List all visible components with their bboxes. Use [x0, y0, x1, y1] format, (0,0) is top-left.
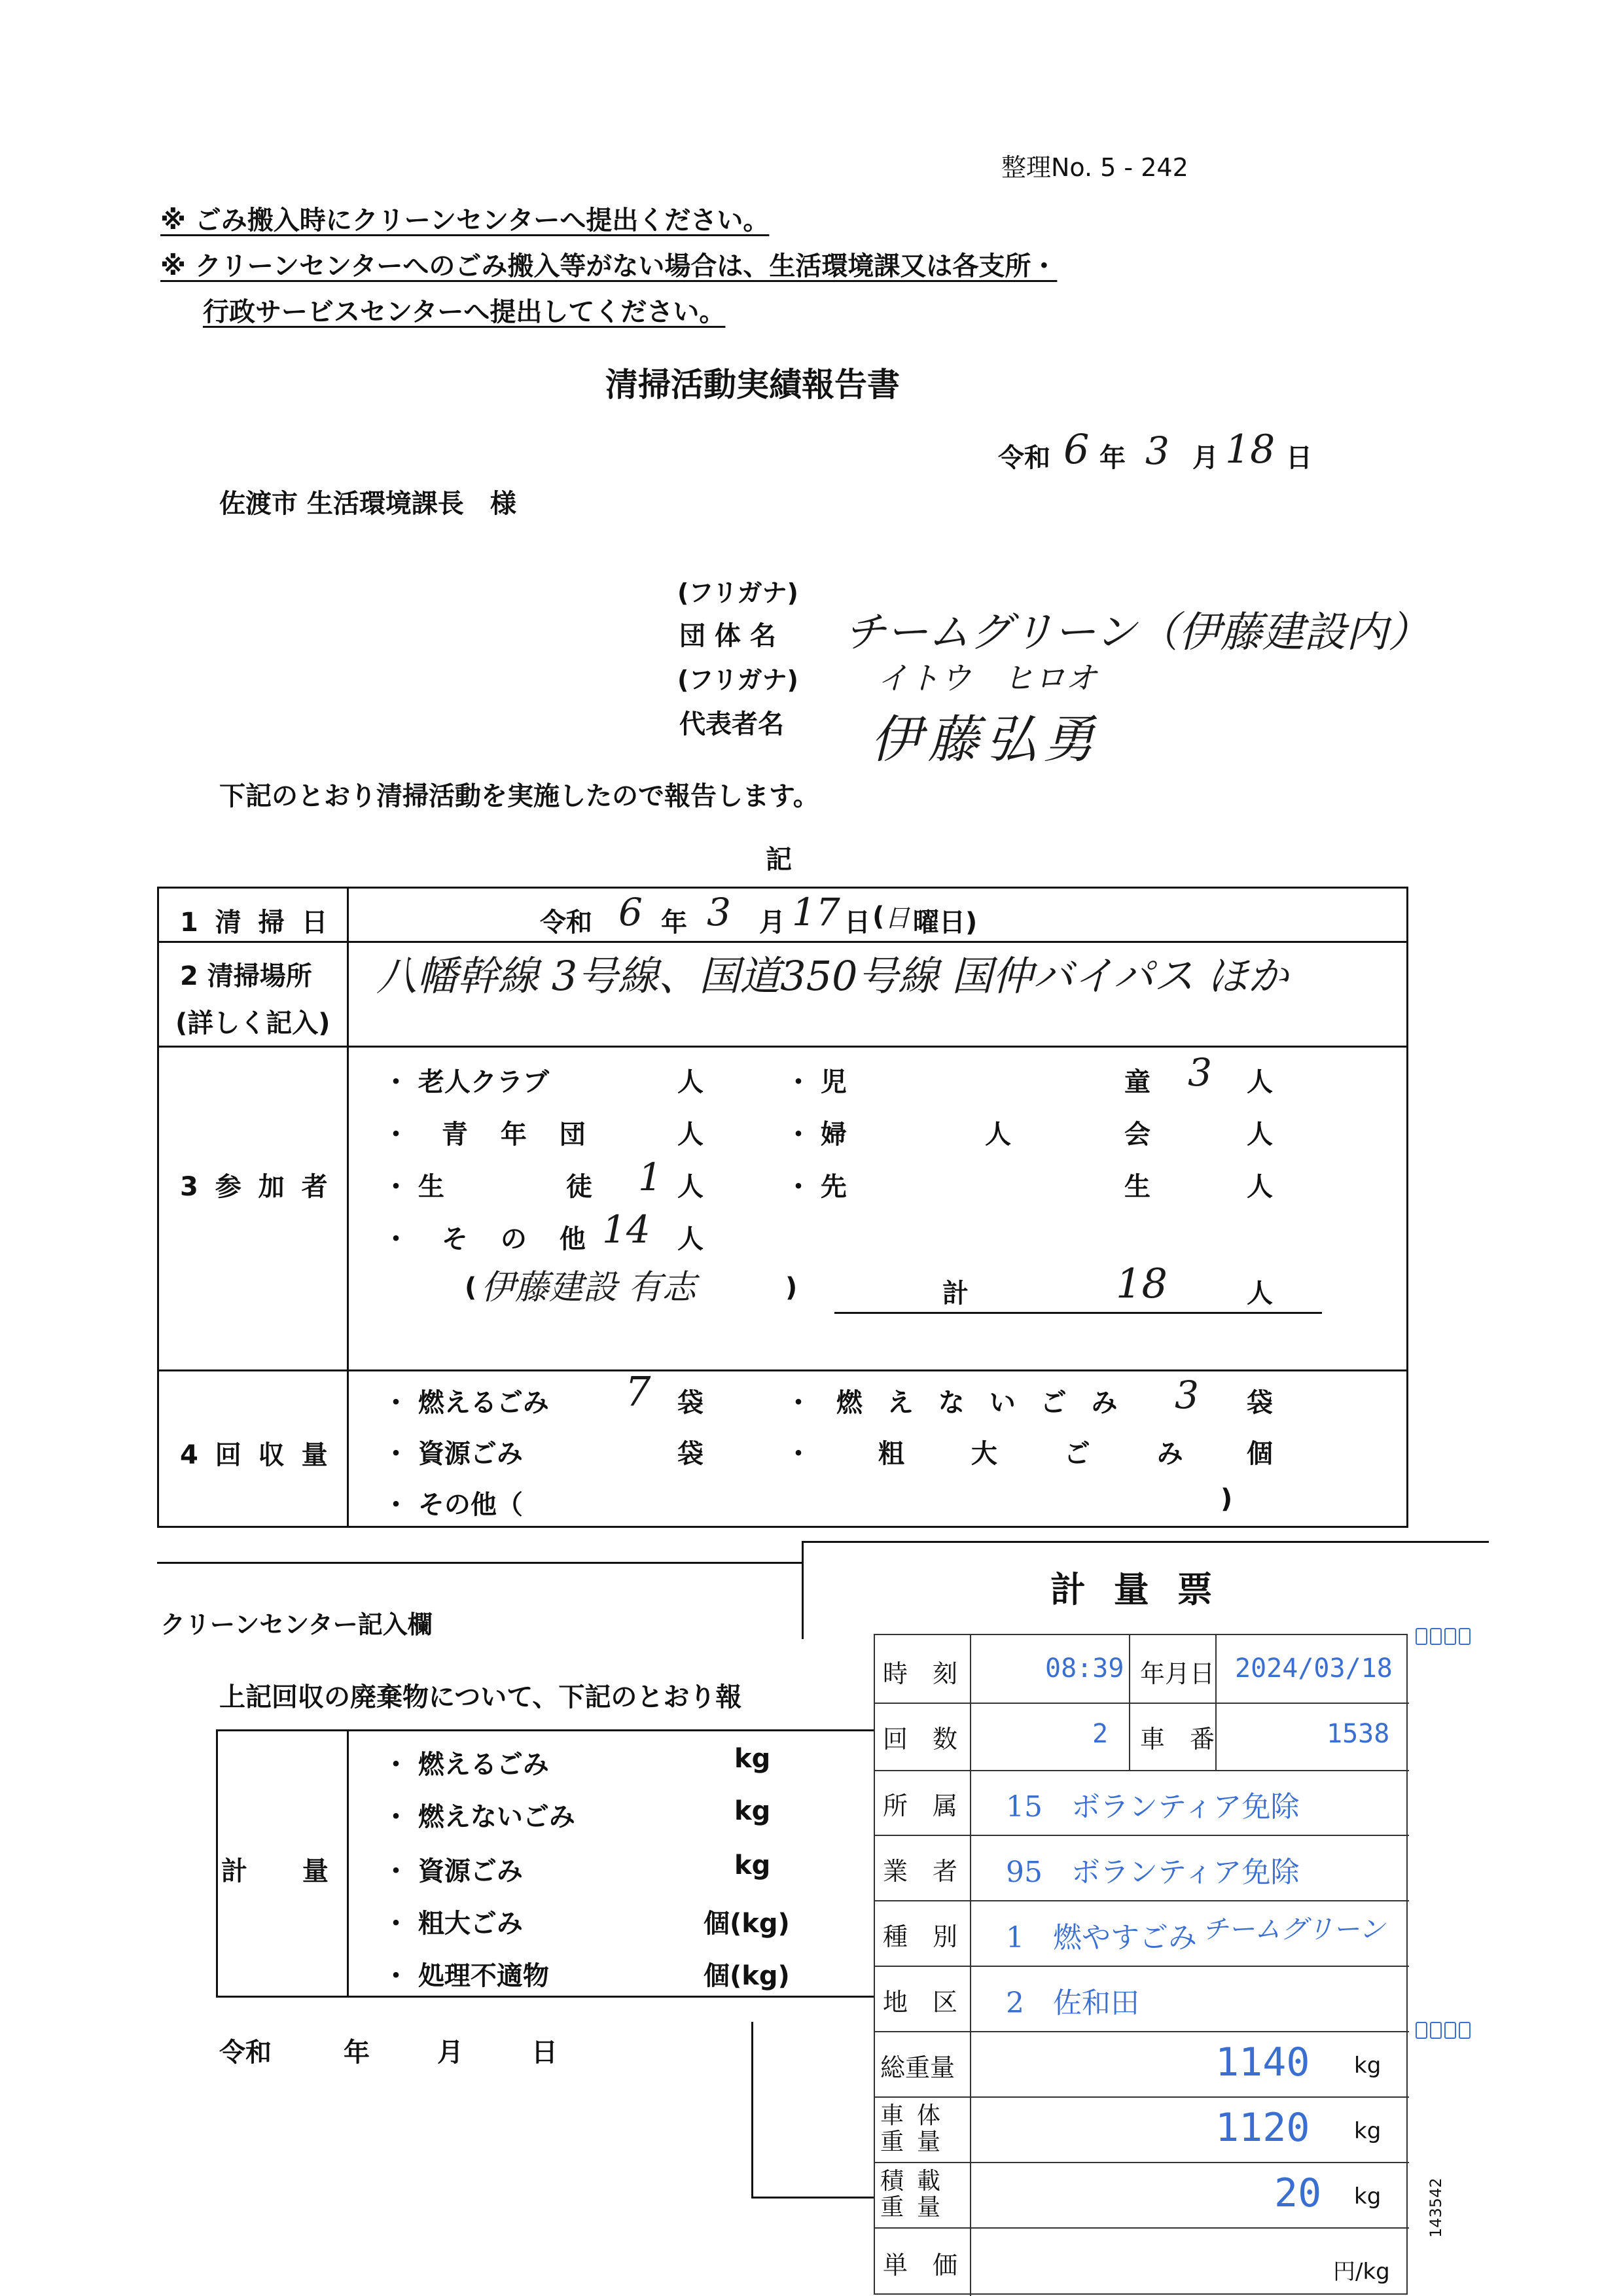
perforation-mark [1459, 1628, 1471, 1645]
ticket-row-divider [875, 2096, 1409, 2098]
collection-moeru-label: ・ 燃えるごみ [383, 1388, 549, 1418]
ticket-district: 2 佐和田 [1006, 1987, 1139, 2020]
perforation-mark [1444, 2022, 1456, 2039]
ticket-header-edge [802, 1541, 804, 1639]
ticket-row-divider [875, 2031, 1409, 2032]
collection-label: 4 回 収 量 [180, 1440, 332, 1470]
ticket-row-label: 種 別 [883, 1922, 958, 1951]
weigh-ticket-title: 計 量 票 [1050, 1569, 1221, 1610]
collection-sodai-label: ・ 粗 大 ご み [785, 1439, 1212, 1469]
participant-sonota-label: ・ そ の 他 [383, 1224, 597, 1254]
furigana-label-group: (フリガナ) [677, 578, 798, 607]
measure-item-unit: 個(kg) [704, 1909, 790, 1939]
ticket-count: 2 [1092, 1719, 1109, 1749]
cleaning-date-day: 17 [792, 890, 840, 934]
ticket-row-label2: 年月日 [1140, 1659, 1215, 1688]
weigh-ticket [874, 1634, 1408, 2295]
ticket-tare-weight: 1120 [1215, 2105, 1310, 2151]
cleaning-date-label: 1 清 掃 日 [180, 908, 332, 938]
weekday-open: ( [872, 902, 885, 932]
participant-roujin-unit: 人 [677, 1067, 704, 1097]
participant-sensei-label: ・ 先 [785, 1172, 847, 1202]
participant-seinen-label: ・ 青 年 団 [383, 1120, 597, 1150]
perforation-mark [1430, 2022, 1442, 2039]
collection-other-label: ・ その他（ [383, 1490, 523, 1520]
participant-fujin-label-3: 会 [1124, 1120, 1150, 1150]
ticket-unit: kg [1354, 2118, 1382, 2144]
collection-shigen-unit: 袋 [677, 1439, 704, 1469]
submission-note-2b: 行政サービスセンターへ提出してください。 [203, 297, 726, 327]
cleaning-date-year-unit: 年 [661, 908, 687, 938]
collection-other-close: ) [1221, 1484, 1233, 1514]
group-name-label: 団 体 名 [679, 621, 776, 651]
weigh-ticket-header [802, 1541, 1489, 1639]
cleaning-weekday: 日 [885, 904, 910, 932]
ticket-type: 1 燃やすごみ [1006, 1921, 1197, 1954]
reference-number: 整理No. 5 - 242 [1001, 153, 1188, 182]
date-year: 6 [1063, 425, 1090, 473]
submission-note-2a: ※ クリーンセンターへのごみ搬入等がない場合は、生活環境課又は各支所・ [160, 251, 1058, 281]
measure-item-unit: kg [734, 1850, 771, 1881]
participant-sensei-label-2: 生 [1124, 1172, 1150, 1202]
ticket-row-label: 総重量 [880, 2053, 955, 2082]
cleaning-place-value: 八幡幹線 3号線、国道350号線 国仲バイパス ほか [376, 952, 1289, 1000]
participant-seito-label: ・ 生 [383, 1172, 444, 1202]
measurement-label: 計 量 [221, 1856, 329, 1886]
ticket-row-label: 時 刻 [883, 1659, 958, 1688]
measure-item-unit: kg [734, 1744, 771, 1774]
center-date-month: 月 [437, 2038, 463, 2068]
participant-fujin-label-2: 人 [985, 1120, 1011, 1150]
ticket-row-divider [875, 2227, 1409, 2229]
ticket-unit: kg [1354, 2183, 1382, 2210]
ticket-vehicle-no: 1538 [1327, 1719, 1390, 1749]
measurement-divider [347, 1729, 349, 1998]
ki-marker: 記 [766, 845, 792, 875]
ticket-net-weight: 20 [1274, 2170, 1322, 2216]
ticket-row-label: 単 価 [883, 2251, 958, 2280]
center-date-era: 令和 [219, 2038, 272, 2068]
participant-sensei-unit: 人 [1247, 1172, 1273, 1202]
group-name-value: チームグリーン（伊藤建設内） [844, 609, 1430, 657]
participant-jidou-unit: 人 [1247, 1067, 1273, 1097]
participant-fujin-unit: 人 [1247, 1120, 1273, 1150]
measure-item-name: ・ 燃えないごみ [383, 1802, 575, 1832]
perforation-mark [1416, 1628, 1427, 1645]
cleaning-place-sublabel: (詳しく記入) [175, 1008, 330, 1038]
ticket-row-label: 回 数 [883, 1725, 958, 1754]
ticket-serial: 143542 [1427, 2178, 1445, 2238]
addressee: 佐渡市 生活環境課長 様 [219, 489, 516, 519]
ticket-contractor: 95 ボランティア免除 [1006, 1856, 1300, 1889]
perforation-mark [1430, 1628, 1442, 1645]
document-title: 清掃活動実績報告書 [605, 366, 900, 404]
ticket-row-divider [875, 1835, 1409, 1836]
participants-label: 3 参 加 者 [180, 1172, 332, 1202]
stamp-box-bottom [751, 2197, 876, 2199]
ticket-row-label: 所 属 [883, 1792, 958, 1820]
measure-item-name: ・ 粗大ごみ [383, 1909, 523, 1939]
date-day-unit: 日 [1286, 443, 1312, 473]
date-era: 令和 [998, 443, 1050, 473]
ticket-unit: kg [1354, 2053, 1382, 2079]
participant-detail: 伊藤建設 有志 [481, 1268, 696, 1307]
participant-seito-count: 1 [638, 1155, 662, 1199]
intro-text: 下記のとおり清掃活動を実施したので報告します。 [219, 781, 819, 811]
center-date-year: 年 [344, 2038, 370, 2068]
cleaning-date-month-unit: 月 [759, 908, 785, 938]
table-row-divider-3 [157, 1369, 1408, 1371]
measure-item-unit: kg [734, 1796, 771, 1826]
measure-item-unit: 個(kg) [704, 1961, 790, 1991]
participant-jidou-count: 3 [1188, 1050, 1212, 1095]
participant-seito-unit: 人 [677, 1172, 704, 1202]
table-label-divider [347, 887, 349, 1528]
collection-moeru-count: 7 [625, 1368, 651, 1415]
ticket-gross-weight: 1140 [1215, 2040, 1310, 2085]
perforation-mark [1459, 2022, 1471, 2039]
date-year-unit: 年 [1099, 443, 1126, 473]
participant-detail-open: ( [465, 1273, 477, 1303]
representative-label: 代表者名 [679, 709, 784, 739]
total-underline [834, 1312, 1322, 1314]
furigana-label-rep: (フリガナ) [677, 665, 798, 694]
cleaning-date-day-unit: 日 [844, 908, 870, 938]
ticket-row-divider [875, 1770, 1409, 1771]
participant-fujin-label: ・ 婦 [785, 1120, 847, 1150]
submission-note-1: ※ ごみ搬入時にクリーンセンターへ提出ください。 [160, 205, 770, 236]
ticket-time: 08:39 [1045, 1653, 1124, 1684]
perforation-mark [1416, 2022, 1427, 2039]
ticket-row-divider [875, 1703, 1409, 1704]
center-date-day: 日 [531, 2038, 558, 2068]
cleaning-place-label: 2 清掃場所 [180, 961, 312, 991]
participant-sonota-unit: 人 [677, 1224, 704, 1254]
participant-jidou-label-2: 童 [1124, 1067, 1150, 1097]
date-month: 3 [1145, 429, 1169, 473]
ticket-row-label: 地 区 [883, 1988, 958, 2017]
ticket-row-divider [875, 1966, 1409, 1967]
clean-center-text: 上記回収の廃棄物について、下記のとおり報 [219, 1682, 742, 1712]
measure-item-name: ・ 処理不適物 [383, 1961, 549, 1991]
participant-jidou-label: ・ 児 [785, 1067, 847, 1097]
ticket-row-label: 車体重量 [880, 2102, 954, 2155]
ticket-date: 2024/03/18 [1235, 1653, 1393, 1684]
measure-item-name: ・ 燃えるごみ [383, 1750, 549, 1780]
weekday-close: 曜日) [913, 908, 978, 938]
participant-seinen-unit: 人 [677, 1120, 704, 1150]
cleaning-date-month: 3 [707, 890, 731, 934]
participant-sonota-count: 14 [602, 1207, 651, 1252]
collection-sodai-unit: 個 [1247, 1439, 1273, 1469]
stamp-box-edge [751, 2022, 753, 2199]
participant-total: 18 [1116, 1260, 1168, 1307]
participant-total-unit: 人 [1247, 1279, 1273, 1309]
ticket-type-note: チームグリーン [1202, 1915, 1385, 1945]
participant-total-label: 計 [942, 1279, 969, 1309]
ticket-row-label: 積載重量 [880, 2168, 954, 2221]
ticket-header-top [802, 1541, 1489, 1543]
table-row-divider-2 [157, 1046, 1408, 1048]
date-month-unit: 月 [1192, 443, 1219, 473]
collection-moenai-unit: 袋 [1247, 1388, 1273, 1418]
representative-furigana: イトウ ヒロオ [877, 660, 1097, 697]
participant-roujin-label: ・ 老人クラブ [383, 1067, 549, 1097]
cleaning-date-year: 6 [618, 890, 643, 934]
cleaning-date-era: 令和 [540, 908, 592, 938]
participant-seito-label-2: 徒 [566, 1172, 592, 1202]
participant-detail-close: ) [785, 1273, 798, 1303]
representative-name: 伊藤弘勇 [870, 711, 1101, 769]
ticket-affiliation: 15 ボランティア免除 [1006, 1790, 1300, 1824]
ticket-row-label2: 車 番 [1140, 1725, 1215, 1754]
collection-moenai-label: ・ 燃 え な い ご み [785, 1388, 1126, 1418]
perforation-mark [1444, 1628, 1456, 1645]
ticket-row-label: 業 者 [883, 1857, 958, 1886]
date-day: 18 [1225, 427, 1275, 472]
clean-center-heading: クリーンセンター記入欄 [160, 1610, 433, 1639]
ticket-unit: 円/kg [1333, 2259, 1390, 2285]
section-divider [157, 1562, 877, 1564]
collection-moeru-unit: 袋 [677, 1388, 704, 1418]
measure-item-name: ・ 資源ごみ [383, 1856, 523, 1886]
table-row-divider-1 [157, 941, 1408, 943]
collection-shigen-label: ・ 資源ごみ [383, 1439, 523, 1469]
ticket-row-divider [875, 1900, 1409, 1901]
collection-moenai-count: 3 [1175, 1373, 1199, 1417]
ticket-row-divider [875, 2162, 1409, 2163]
